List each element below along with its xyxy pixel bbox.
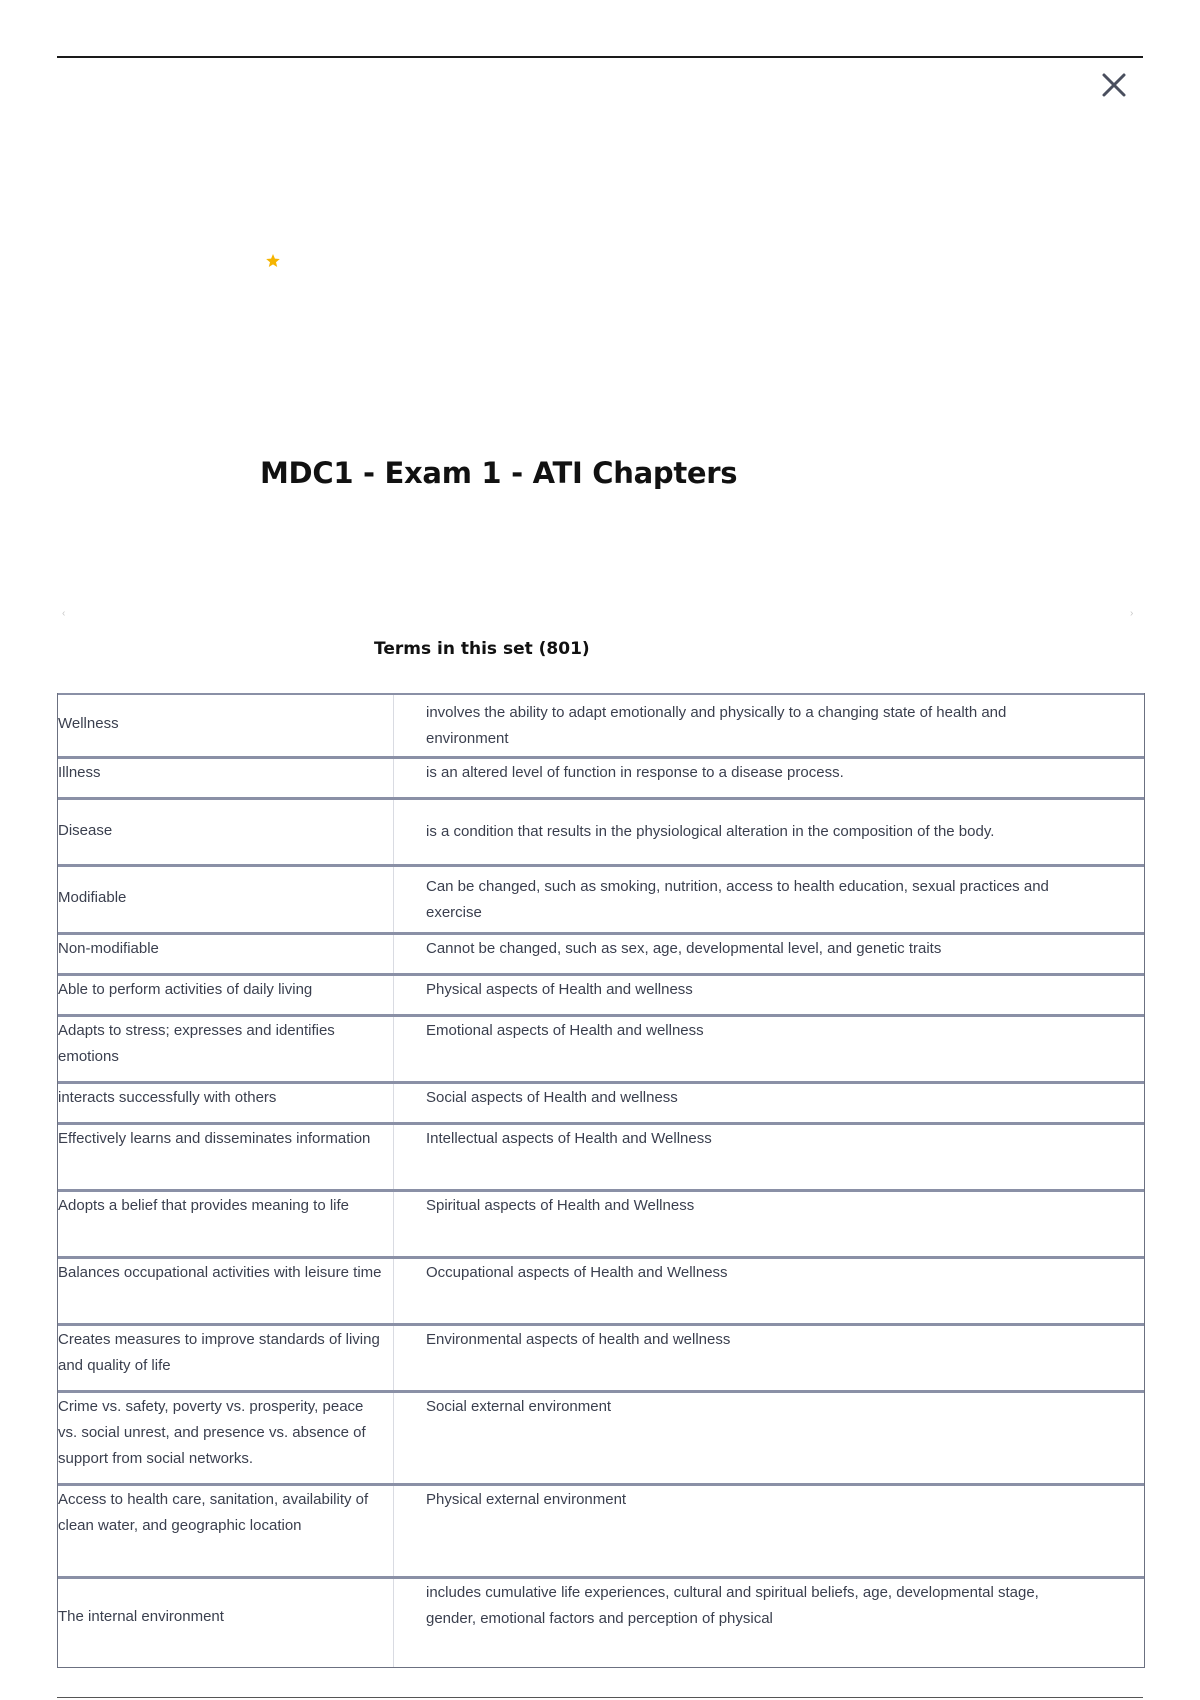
definition-cell: Social external environment (426, 1398, 612, 1415)
table-row (58, 1081, 1144, 1122)
definition-cell: is a condition that results in the physiological alteration in the composition of the body. (426, 823, 995, 840)
table-row (58, 1483, 1144, 1576)
definition-cell: Physical aspects of Health and wellness (426, 981, 693, 998)
term-cell: Disease (58, 800, 394, 864)
definition-cell: includes cumulative life experiences, cultural and spiritual beliefs, age, developmental stage, gender, emotional factors and perception of physical (426, 1584, 1039, 1627)
term-cell: Able to perform activities of daily living (58, 976, 394, 1014)
page-title: MDC1 - Exam 1 - ATI Chapters (260, 456, 738, 490)
table-row (58, 864, 1144, 932)
definition-cell: involves the ability to adapt emotionally and physically to a changing state of health and environment (426, 703, 1007, 747)
definition-cell: Occupational aspects of Health and Wellness (426, 1264, 728, 1281)
definition-cell: Environmental aspects of health and wellness (426, 1331, 731, 1348)
terms-table (57, 693, 1145, 1668)
term-cell: Crime vs. safety, poverty vs. prosperity, peace vs. social unrest, and presence vs. absence of support from social networks. (58, 1393, 394, 1483)
term-cell: interacts successfully with others (58, 1084, 394, 1122)
table-row (58, 693, 1144, 756)
top-divider (57, 56, 1143, 58)
table-row (58, 797, 1144, 864)
bottom-divider (57, 1697, 1143, 1698)
definition-cell: Social aspects of Health and wellness (426, 1089, 678, 1106)
chevron-right-icon[interactable]: › (1130, 608, 1134, 619)
table-row (58, 1122, 1144, 1189)
term-cell: Adopts a belief that provides meaning to life (58, 1192, 394, 1256)
table-row (58, 756, 1144, 797)
table-row (58, 973, 1144, 1014)
definition-cell: Spiritual aspects of Health and Wellness (426, 1197, 695, 1214)
table-row (58, 1189, 1144, 1256)
term-cell: Effectively learns and disseminates information (58, 1125, 394, 1189)
term-cell: Wellness (58, 695, 394, 756)
definition-cell: Physical external environment (426, 1491, 627, 1508)
table-row (58, 1256, 1144, 1323)
table-row (58, 1323, 1144, 1390)
term-cell: Balances occupational activities with leisure time (58, 1259, 394, 1323)
table-row (58, 1576, 1144, 1667)
close-button[interactable] (1097, 68, 1131, 102)
definition-cell: Emotional aspects of Health and wellness (426, 1022, 704, 1039)
term-cell: Illness (58, 759, 394, 797)
term-cell: Creates measures to improve standards of living and quality of life (58, 1326, 394, 1390)
chevron-left-icon[interactable]: ‹ (62, 608, 66, 619)
table-row (58, 1390, 1144, 1483)
terms-count-heading: Terms in this set (801) (374, 639, 590, 659)
star-icon (265, 253, 281, 269)
term-cell: Modifiable (58, 867, 394, 932)
definition-cell: Intellectual aspects of Health and Wellness (426, 1130, 712, 1147)
definition-cell: is an altered level of function in response to a disease process. (426, 764, 844, 781)
table-row (58, 1014, 1144, 1081)
close-icon (1097, 68, 1131, 102)
term-cell: Non-modifiable (58, 935, 394, 973)
table-row (58, 932, 1144, 973)
definition-cell: Can be changed, such as smoking, nutrition, access to health education, sexual practices and exercise (426, 877, 1049, 921)
term-cell: The internal environment (58, 1579, 394, 1667)
definition-cell: Cannot be changed, such as sex, age, developmental level, and genetic traits (426, 940, 942, 957)
term-cell: Adapts to stress; expresses and identifies emotions (58, 1017, 394, 1081)
term-cell: Access to health care, sanitation, availability of clean water, and geographic location (58, 1486, 394, 1576)
